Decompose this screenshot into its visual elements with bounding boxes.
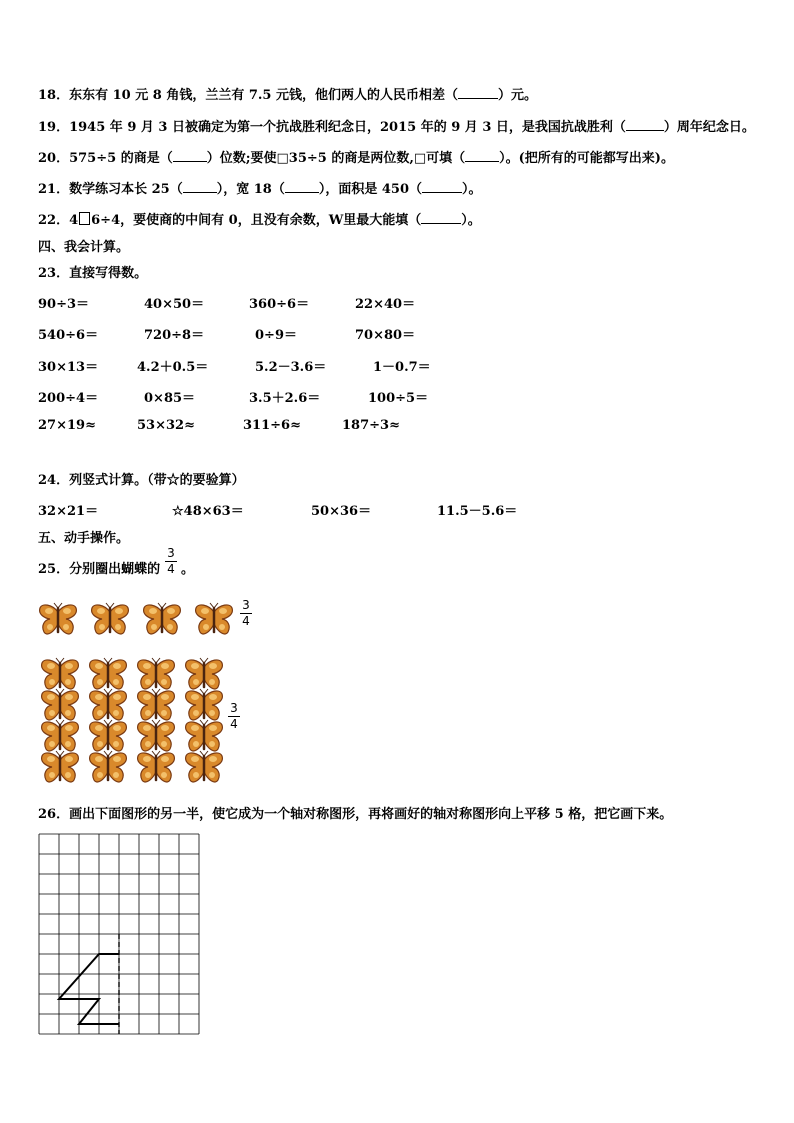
question-25 [38, 558, 160, 577]
calc-item: 540÷6＝ [38, 328, 99, 343]
grid-figure[interactable] [34, 830, 210, 1050]
fraction-denominator: 4 [230, 717, 238, 731]
fraction-numerator: 3 [167, 546, 175, 560]
answer-blank[interactable] [285, 181, 319, 193]
calc-item: 70×80＝ [355, 328, 416, 343]
answer-blank[interactable] [183, 181, 217, 193]
calc-item: ☆48×63＝ [172, 504, 244, 519]
calc-item: 22×40＝ [355, 297, 416, 312]
calc-item: 360÷6＝ [249, 297, 310, 312]
answer-blank[interactable] [422, 181, 462, 193]
q21-text-d: ）。 [462, 182, 482, 197]
q18-text-b: ）元。 [498, 88, 538, 103]
butterfly-icon[interactable] [90, 602, 130, 642]
fraction-denominator: 4 [167, 562, 175, 576]
calc-item: 0÷9＝ [255, 328, 297, 343]
q25-end: 。 [181, 562, 195, 577]
question-26: 26．画出下面图形的另一半，使它成为一个轴对称图形，再将画好的轴对称图形向上平移 5 格，把它画下来。 [38, 807, 673, 822]
calc-item: 100÷5＝ [368, 391, 429, 406]
answer-blank[interactable] [458, 87, 498, 99]
fraction-denominator: 4 [242, 614, 250, 628]
q22-text-a: 22．4 [38, 213, 79, 228]
calc-item: 311÷6≈ [243, 418, 301, 433]
fraction-numerator: 3 [242, 598, 250, 612]
calc-item: 5.2－3.6＝ [255, 360, 327, 375]
calc-item: 4.2＋0.5＝ [137, 360, 209, 375]
calc-item: 720÷8＝ [144, 328, 205, 343]
fraction-numerator: 3 [230, 701, 238, 715]
q18-text-a: 18．东东有 10 元 8 角钱，兰兰有 7.5 元钱，他们两人的人民币相差（ [38, 88, 458, 103]
calc-item: 50×36＝ [311, 504, 372, 519]
butterfly-icon[interactable] [136, 750, 176, 790]
q21-text-c: ），面积是 450（ [318, 182, 423, 197]
section-5-heading: 五、动手操作。 [38, 531, 130, 546]
q22-text-c: ）。 [461, 213, 481, 228]
calc-item: 40×50＝ [144, 297, 205, 312]
calc-item: 27×19≈ [38, 418, 96, 433]
calc-item: 0×85＝ [144, 391, 196, 406]
q25-text: 25．分别圈出蝴蝶的 [38, 562, 161, 577]
question-21 [38, 178, 482, 197]
calc-item: 30×13＝ [38, 360, 99, 375]
question-19 [38, 116, 755, 135]
calc-item: 200÷4＝ [38, 391, 99, 406]
q20-text-b: ）位数;要使□35÷5 的商是两位数,□可填（ [206, 151, 466, 166]
digit-box[interactable] [79, 212, 90, 225]
butterfly-icon[interactable] [142, 602, 182, 642]
butterfly-icon[interactable] [184, 750, 224, 790]
calc-item: 32×21＝ [38, 504, 99, 519]
calc-item: 11.5－5.6＝ [437, 504, 518, 519]
question-20 [38, 147, 674, 166]
q20-text-c: ）。(把所有的可能都写出来)。 [499, 151, 674, 166]
answer-blank[interactable] [626, 119, 664, 131]
q21-text-b: ），宽 18（ [216, 182, 285, 197]
butterfly-icon[interactable] [38, 602, 78, 642]
question-22 [38, 209, 481, 228]
calc-item: 187÷3≈ [342, 418, 400, 433]
q19-text-a: 19．1945 年 9 月 3 日被确定为第一个抗战胜利纪念日，2015 年的 9 月 3 日，是我国抗战胜利（ [38, 120, 626, 135]
answer-blank[interactable] [465, 150, 499, 162]
answer-blank[interactable] [173, 150, 207, 162]
calc-item: 1－0.7＝ [373, 360, 431, 375]
butterfly-icon[interactable] [88, 750, 128, 790]
calc-item: 53×32≈ [137, 418, 195, 433]
fraction [228, 702, 240, 731]
calc-item: 3.5＋2.6＝ [249, 391, 321, 406]
question-18 [38, 84, 537, 103]
question-23: 23．直接写得数。 [38, 266, 148, 281]
q20-text-a: 20．575÷5 的商是（ [38, 151, 173, 166]
butterfly-icon[interactable] [40, 750, 80, 790]
calc-item: 90÷3＝ [38, 297, 90, 312]
q19-text-b: ）周年纪念日。 [663, 120, 755, 135]
answer-blank[interactable] [421, 212, 461, 224]
fraction [165, 547, 177, 576]
q22-text-b: 6÷4，要使商的中间有 0，且没有余数，W里最大能填（ [91, 213, 422, 228]
section-4-heading: 四、我会计算。 [38, 240, 130, 255]
half-figure [59, 954, 119, 1024]
question-24: 24．列竖式计算。（带☆的要验算） [38, 473, 245, 488]
butterfly-icon[interactable] [194, 602, 234, 642]
q21-text-a: 21．数学练习本长 25（ [38, 182, 183, 197]
fraction [240, 599, 252, 628]
